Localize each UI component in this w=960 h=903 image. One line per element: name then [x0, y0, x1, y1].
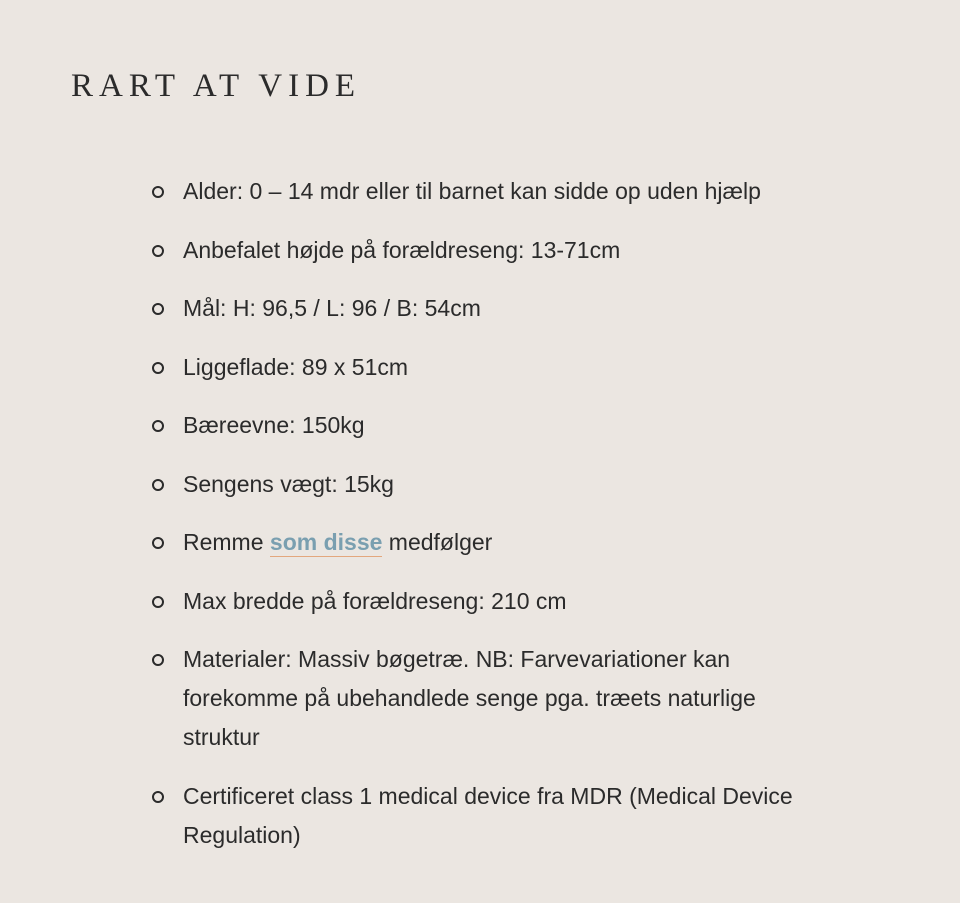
fact-text: Alder: 0 – 14 mdr eller til barnet kan sidde op uden hjælp: [183, 178, 761, 204]
fact-item-recommended-height: [151, 231, 811, 270]
bullet-icon: [152, 186, 164, 198]
fact-text: Liggeflade: 89 x 51cm: [183, 353, 409, 380]
fact-item-dimensions: [151, 289, 811, 328]
bullet-icon: [152, 791, 164, 803]
fact-item-certification: [151, 777, 811, 855]
bullet-icon: [152, 596, 164, 608]
facts-list: [151, 172, 811, 874]
fact-text-before-link: Remme: [183, 529, 270, 555]
bullet-icon: [152, 303, 164, 315]
straps-link[interactable]: som disse: [269, 529, 383, 555]
fact-text: Mål: H: 96,5 / L: 96 / B: 54cm: [183, 295, 481, 321]
fact-text: Anbefalet højde på forældreseng: 13-71cm: [183, 236, 621, 263]
fact-item-materials: [151, 640, 811, 757]
bullet-icon: [152, 420, 164, 432]
fact-item-straps: [151, 523, 811, 562]
fact-item-age: [151, 172, 811, 211]
fact-text: Bæreevne: 150kg: [183, 412, 365, 438]
fact-item-lying-surface: [151, 348, 811, 387]
bullet-icon: [152, 479, 164, 491]
section-heading: RART AT VIDE: [71, 68, 362, 104]
bullet-icon: [152, 654, 164, 666]
fact-item-load-capacity: [151, 406, 811, 445]
fact-text: Certificeret class 1 medical device fra MDR (Medical Device Regulation): [183, 782, 793, 848]
fact-item-max-parent-bed-width: [151, 582, 811, 621]
bullet-icon: [152, 537, 164, 549]
fact-text: Sengens vægt: 15kg: [183, 470, 394, 497]
fact-text-after-link: medfølger: [382, 529, 493, 555]
fact-item-bed-weight: [151, 465, 811, 504]
bullet-icon: [152, 362, 164, 374]
fact-text: Max bredde på forældreseng: 210 cm: [183, 587, 567, 614]
fact-text: Materialer: Massiv bøgetræ. NB: Farvevariationer kan forekomme på ubehandlede senge pga. træets naturlige struktur: [183, 646, 756, 750]
bullet-icon: [152, 245, 164, 257]
